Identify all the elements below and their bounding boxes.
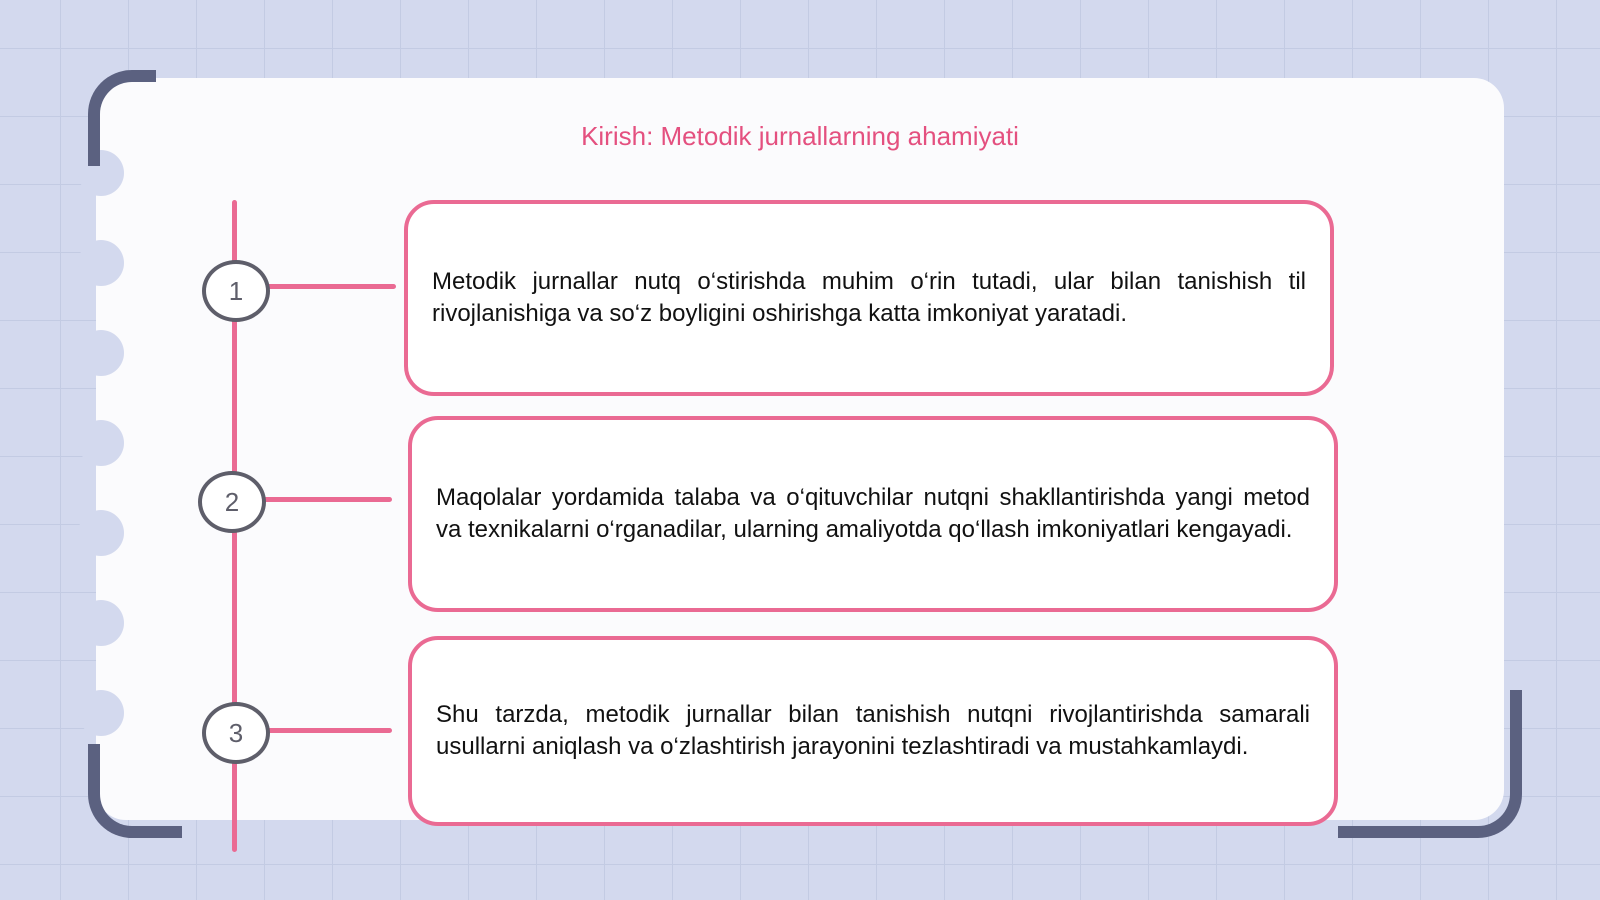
point-text: Shu tarzda, metodik jurnallar bilan tanishish nutqni rivojlantirishda samarali usullarni aniqlash va o‘zlashtirish jarayonini tezlashtiradi va mustahkamlaydi. xyxy=(436,701,1310,760)
binder-notch xyxy=(78,240,124,286)
point-box-3 xyxy=(408,636,1338,826)
frame-corner-bottom-right xyxy=(1338,690,1522,838)
slide-title: Kirish: Metodik jurnallarning ahamiyati xyxy=(581,121,1019,151)
binder-notch xyxy=(78,420,124,466)
binder-notch xyxy=(78,510,124,556)
binder-notch xyxy=(78,690,124,736)
step-number-1 xyxy=(202,260,270,322)
timeline-connector xyxy=(264,284,396,289)
step-number-3 xyxy=(202,702,270,764)
step-number-label: 1 xyxy=(228,275,244,306)
point-text: Maqolalar yordamida talaba va o‘qituvchilar nutqni shakllantirishda yangi metod va texnikalarni o‘rganadilar, ularning amaliyotda qo‘llash imkoniyatlari kengayadi. xyxy=(436,484,1310,543)
timeline-connector xyxy=(260,497,392,502)
binder-notch xyxy=(78,600,124,646)
step-number-label: 3 xyxy=(228,717,244,748)
step-number-2 xyxy=(198,471,266,533)
point-box-2 xyxy=(408,416,1338,612)
step-number-label: 2 xyxy=(224,486,240,517)
point-box-1 xyxy=(404,200,1334,396)
timeline-connector xyxy=(264,728,392,733)
binder-notch xyxy=(78,330,124,376)
point-text: Metodik jurnallar nutq o‘stirishda muhim o‘rin tutadi, ular bilan tanishish til rivojlanishiga va so‘z boyligini oshirishga katta imkoniyat yaratadi. xyxy=(432,268,1306,327)
frame-corner-bottom-left xyxy=(88,744,182,838)
